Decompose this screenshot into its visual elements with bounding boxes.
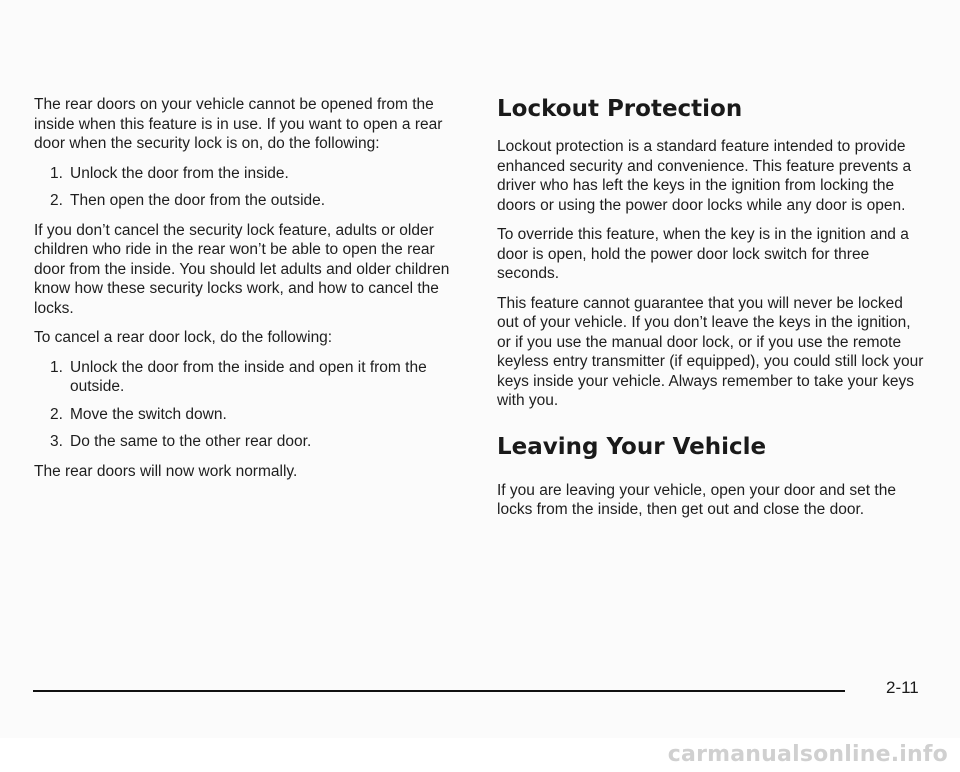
- page-number: 2-11: [886, 678, 919, 697]
- paragraph-rear-doors: The rear doors on your vehicle cannot be opened from the inside when this feature is in use. If you want to open a rear door when the security lock is on, do the following:: [34, 96, 443, 152]
- list-item: [34, 432, 459, 452]
- footer-rule: [33, 690, 845, 692]
- step-text: Unlock the door from the inside.: [70, 164, 289, 182]
- paragraph-cancel-warning: If you don’t cancel the security lock feature, adults or older children who ride in the rear won’t be able to open the rear door from the inside. You should let adults and older children know how these security locks work, and how to cancel the locks.: [34, 221, 450, 317]
- list-item: [34, 358, 459, 397]
- step-number: 2.: [50, 192, 63, 209]
- step-number: 1.: [50, 164, 63, 182]
- step-number: 2.: [50, 405, 63, 423]
- heading-leaving-vehicle: Leaving Your Vehicle: [497, 433, 767, 460]
- watermark-text: carmanualsonline.info: [667, 742, 948, 767]
- step-text: Then open the door from the outside.: [70, 192, 326, 209]
- paragraph-normal: The rear doors will now work normally.: [34, 462, 298, 480]
- step-text: Do the same to the other rear door.: [70, 433, 312, 450]
- list-item: [34, 164, 459, 184]
- paragraph-lockout-intro: Lockout protection is a standard feature intended to provide enhanced security and convenience. This feature prevents a driver who has left the keys in the ignition from locking the doors or using the power door locks while any door is open.: [497, 138, 912, 214]
- step-text: Move the switch down.: [70, 405, 227, 423]
- heading-lockout-protection: Lockout Protection: [497, 96, 743, 122]
- paragraph-guarantee: This feature cannot guarantee that you will never be locked out of your vehicle. If you don’t leave the keys in the ignition, or if you use the manual door lock, or if you use the remote keyless entry transmitter (if equipped), you could still lock your keys inside your vehicle. Always remember to take your keys with you.: [497, 294, 924, 409]
- list-item: [34, 405, 459, 425]
- right-column: [497, 95, 927, 538]
- list-item: [34, 191, 459, 211]
- step-number: 3.: [50, 433, 63, 450]
- step-text: Unlock the door from the inside and open it from the outside.: [70, 358, 427, 395]
- step-number: 1.: [50, 358, 63, 376]
- paragraph-override: To override this feature, when the key is in the ignition and a door is open, hold the power door lock switch for three seconds.: [497, 226, 909, 282]
- steps-open-rear-door: [34, 164, 459, 211]
- steps-cancel-lock: [34, 358, 459, 452]
- watermark-bar: [0, 738, 960, 772]
- paragraph-cancel-intro: To cancel a rear door lock, do the following:: [34, 329, 333, 346]
- left-column: [34, 95, 459, 491]
- paragraph-leaving: If you are leaving your vehicle, open your door and set the locks from the inside, then get out and close the door.: [497, 481, 896, 518]
